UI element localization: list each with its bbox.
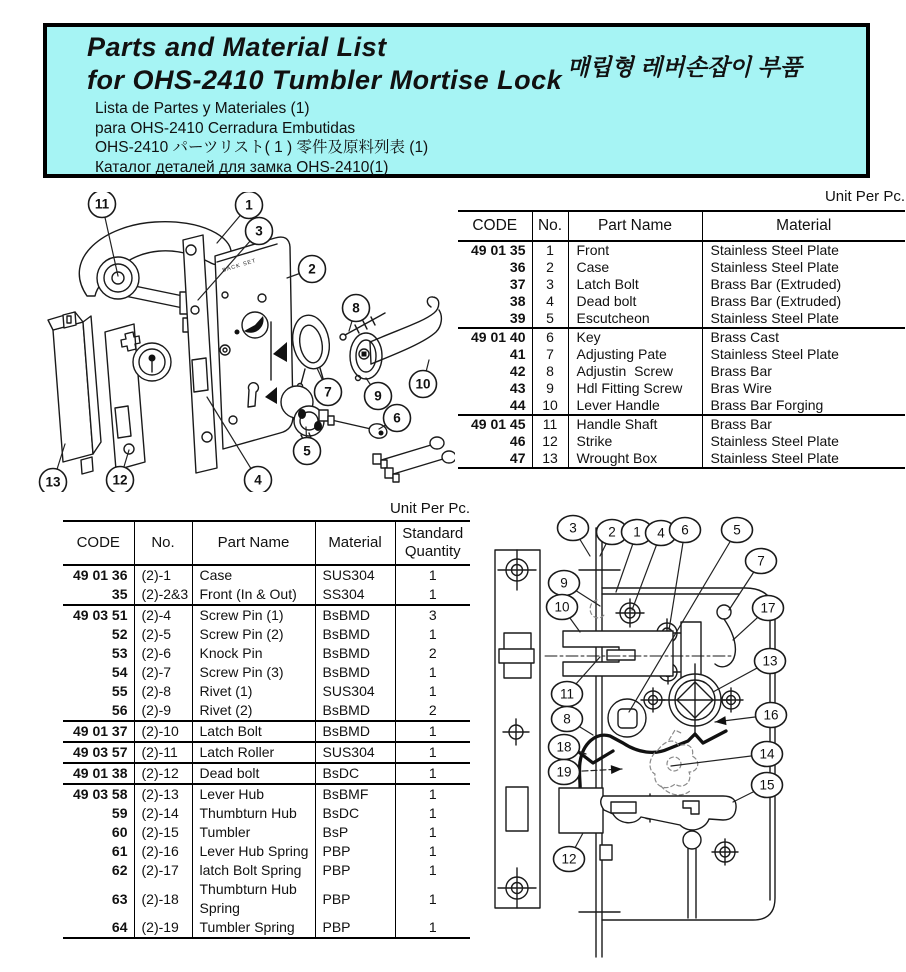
table-row: 38 4 Dead bolt Brass Bar (Extruded) <box>458 293 905 310</box>
unit-per-pc-label-lower: Unit Per Pc. <box>389 500 470 517</box>
svg-text:2: 2 <box>608 524 616 540</box>
col-header-standard-quantity: Standard Quantity <box>395 521 470 565</box>
cylinder-inner-face-drawing <box>133 343 171 381</box>
svg-text:10: 10 <box>554 599 570 615</box>
table-row: 49 01 35 1 Front Stainless Steel Plate <box>458 241 905 259</box>
col-header-code: CODE <box>472 217 518 234</box>
thumbturn-hub-drawing <box>608 699 646 737</box>
col-header-material: Material <box>315 521 395 565</box>
callout-3 <box>558 516 591 557</box>
svg-text:2: 2 <box>308 261 316 277</box>
svg-text:11: 11 <box>94 196 110 212</box>
svg-text:15: 15 <box>759 777 775 793</box>
rosette-right-drawing <box>350 333 382 381</box>
parts-table-lower <box>63 520 470 939</box>
callout-9 <box>365 378 392 410</box>
lock-front-plate-drawing <box>579 528 620 957</box>
svg-text:13: 13 <box>762 653 778 669</box>
svg-text:4: 4 <box>657 525 665 541</box>
bottom-plate-drawing <box>601 796 736 830</box>
col-header-no: No. <box>134 521 192 565</box>
lock-case-drawing <box>215 237 293 449</box>
table-row: 41 7 Adjusting Pate Stainless Steel Plate <box>458 346 905 363</box>
table-row: 60 (2)-15 Tumbler BsP 1 <box>63 823 470 842</box>
svg-text:17: 17 <box>760 600 776 616</box>
callout-8 <box>552 707 594 736</box>
svg-text:11: 11 <box>559 686 575 702</box>
table-header-row <box>63 521 470 565</box>
page-title-line2: for OHS-2410 Tumbler Mortise Lock <box>87 65 563 95</box>
table-row: 49 01 40 6 Key Brass Cast <box>458 328 905 346</box>
table-row: 53 (2)-6 Knock Pin BsBMD 2 <box>63 644 470 663</box>
svg-text:8: 8 <box>563 711 571 727</box>
table-row: 62 (2)-17 latch Bolt Spring PBP 1 <box>63 861 470 880</box>
spare-keys-drawing <box>373 437 455 482</box>
svg-text:6: 6 <box>393 410 401 426</box>
spring-wire-drawing <box>571 731 726 796</box>
table-row: 54 (2)-7 Screw Pin (3) BsBMD 1 <box>63 663 470 682</box>
subtitle-block <box>95 99 428 177</box>
subtitle-spanish-1: Lista de Partes y Materiales (1) <box>95 100 310 117</box>
table-header-row <box>458 211 905 241</box>
subtitle-russian: Каталог деталей для замка OHS-2410(1) <box>95 158 389 176</box>
svg-text:9: 9 <box>374 388 382 404</box>
svg-text:16: 16 <box>763 707 779 723</box>
col-header-part-name: Part Name <box>192 521 315 565</box>
table-row: 55 (2)-8 Rivet (1) SUS304 1 <box>63 682 470 701</box>
page-title-korean: 매립형 레버손잡이 부품 <box>567 54 802 80</box>
table-row: 35 (2)-2&3 Front (In & Out) SS304 1 <box>63 585 470 605</box>
table-row: 49 03 58 (2)-13 Lever Hub BsBMF 1 <box>63 784 470 804</box>
page-title-line1: Parts and Material List <box>87 32 387 62</box>
parts-table-upper <box>458 210 905 469</box>
table-row: 59 (2)-14 Thumbturn Hub BsDC 1 <box>63 804 470 823</box>
table-row: 61 (2)-16 Lever Hub Spring PBP 1 <box>63 842 470 861</box>
table-row: 49 01 38 (2)-12 Dead bolt BsDC 1 <box>63 763 470 784</box>
subtitle-japanese-chinese: OHS-2410 パーツリスト( 1 ) 零件及原料列表 (1) <box>95 139 429 156</box>
svg-text:7: 7 <box>324 384 332 400</box>
case-backset-label: BACK SET <box>221 257 258 274</box>
callout-6 <box>669 518 701 631</box>
table-row: 49 03 57 (2)-11 Latch Roller SUS304 1 <box>63 742 470 763</box>
header-box <box>43 23 870 178</box>
svg-text:7: 7 <box>757 553 765 569</box>
table-row: 49 01 37 (2)-10 Latch Bolt BsBMD 1 <box>63 721 470 742</box>
front-plate-drawing <box>183 235 217 473</box>
svg-text:10: 10 <box>415 376 431 392</box>
handle-rosette-drawing <box>97 257 139 299</box>
table-row: 47 13 Wrought Box Stainless Steel Plate <box>458 450 905 468</box>
col-header-code: CODE <box>76 534 120 551</box>
table-row: 37 3 Latch Bolt Brass Bar (Extruded) <box>458 276 905 293</box>
callout-17 <box>733 596 784 641</box>
table-row: 49 01 45 11 Handle Shaft Brass Bar <box>458 415 905 433</box>
svg-text:12: 12 <box>561 851 577 867</box>
table-row: 46 12 Strike Stainless Steel Plate <box>458 433 905 450</box>
svg-text:5: 5 <box>303 443 311 459</box>
stop-pin-drawing <box>683 831 701 918</box>
svg-text:13: 13 <box>45 474 61 490</box>
table-row: 52 (2)-5 Screw Pin (2) BsBMD 1 <box>63 625 470 644</box>
table-row: 43 9 Hdl Fitting Screw Bras Wire <box>458 380 905 397</box>
table-row: 63 (2)-18 Thumbturn Hub Spring PBP 1 <box>63 880 470 918</box>
callout-7 <box>315 368 342 406</box>
svg-text:8: 8 <box>352 300 360 316</box>
svg-text:12: 12 <box>112 472 128 488</box>
svg-text:3: 3 <box>255 223 263 239</box>
svg-text:18: 18 <box>556 739 572 755</box>
svg-text:5: 5 <box>733 522 741 538</box>
wrought-box-drawing <box>48 312 101 474</box>
strike-plate-drawing <box>495 550 540 908</box>
svg-text:6: 6 <box>681 522 689 538</box>
table-row: 36 2 Case Stainless Steel Plate <box>458 259 905 276</box>
callout-19 <box>549 760 623 785</box>
callout-10 <box>410 360 437 398</box>
svg-text:1: 1 <box>633 524 641 540</box>
callout-10 <box>547 595 581 633</box>
svg-text:3: 3 <box>569 520 577 536</box>
ring-escutcheon-drawing <box>289 312 334 388</box>
subtitle-spanish-2: para OHS-2410 Cerradura Embutidas <box>95 119 356 137</box>
callout-12 <box>554 833 585 872</box>
svg-text:9: 9 <box>560 575 568 591</box>
table-row: 42 8 Adjustin Screw Brass Bar <box>458 363 905 380</box>
col-header-material: Material <box>702 211 905 241</box>
unit-per-pc-label-upper: Unit Per Pc. <box>824 188 905 205</box>
col-header-no: No. <box>532 211 568 241</box>
table-row: 49 01 36 (2)-1 Case SUS304 1 <box>63 565 470 585</box>
table-row: 56 (2)-9 Rivet (2) BsBMD 2 <box>63 701 470 721</box>
table-row: 39 5 Escutcheon Stainless Steel Plate <box>458 310 905 328</box>
internal-view-diagram <box>483 500 906 970</box>
table-row: 44 10 Lever Handle Brass Bar Forging <box>458 397 905 415</box>
exploded-view-diagram <box>25 192 455 497</box>
strike-plate-exploded-drawing <box>105 324 145 470</box>
callout-2 <box>287 256 326 283</box>
callout-13 <box>40 444 67 492</box>
svg-text:4: 4 <box>254 472 262 488</box>
svg-text:19: 19 <box>556 764 572 780</box>
col-header-part-name: Part Name <box>568 211 702 241</box>
table-row: 49 03 51 (2)-4 Screw Pin (1) BsBMD 3 <box>63 605 470 625</box>
table-row: 64 (2)-19 Tumbler Spring PBP 1 <box>63 918 470 938</box>
key-drawing <box>319 410 389 440</box>
hub-arm-drawing <box>715 605 735 667</box>
svg-text:1: 1 <box>245 197 253 213</box>
svg-text:14: 14 <box>759 746 775 762</box>
